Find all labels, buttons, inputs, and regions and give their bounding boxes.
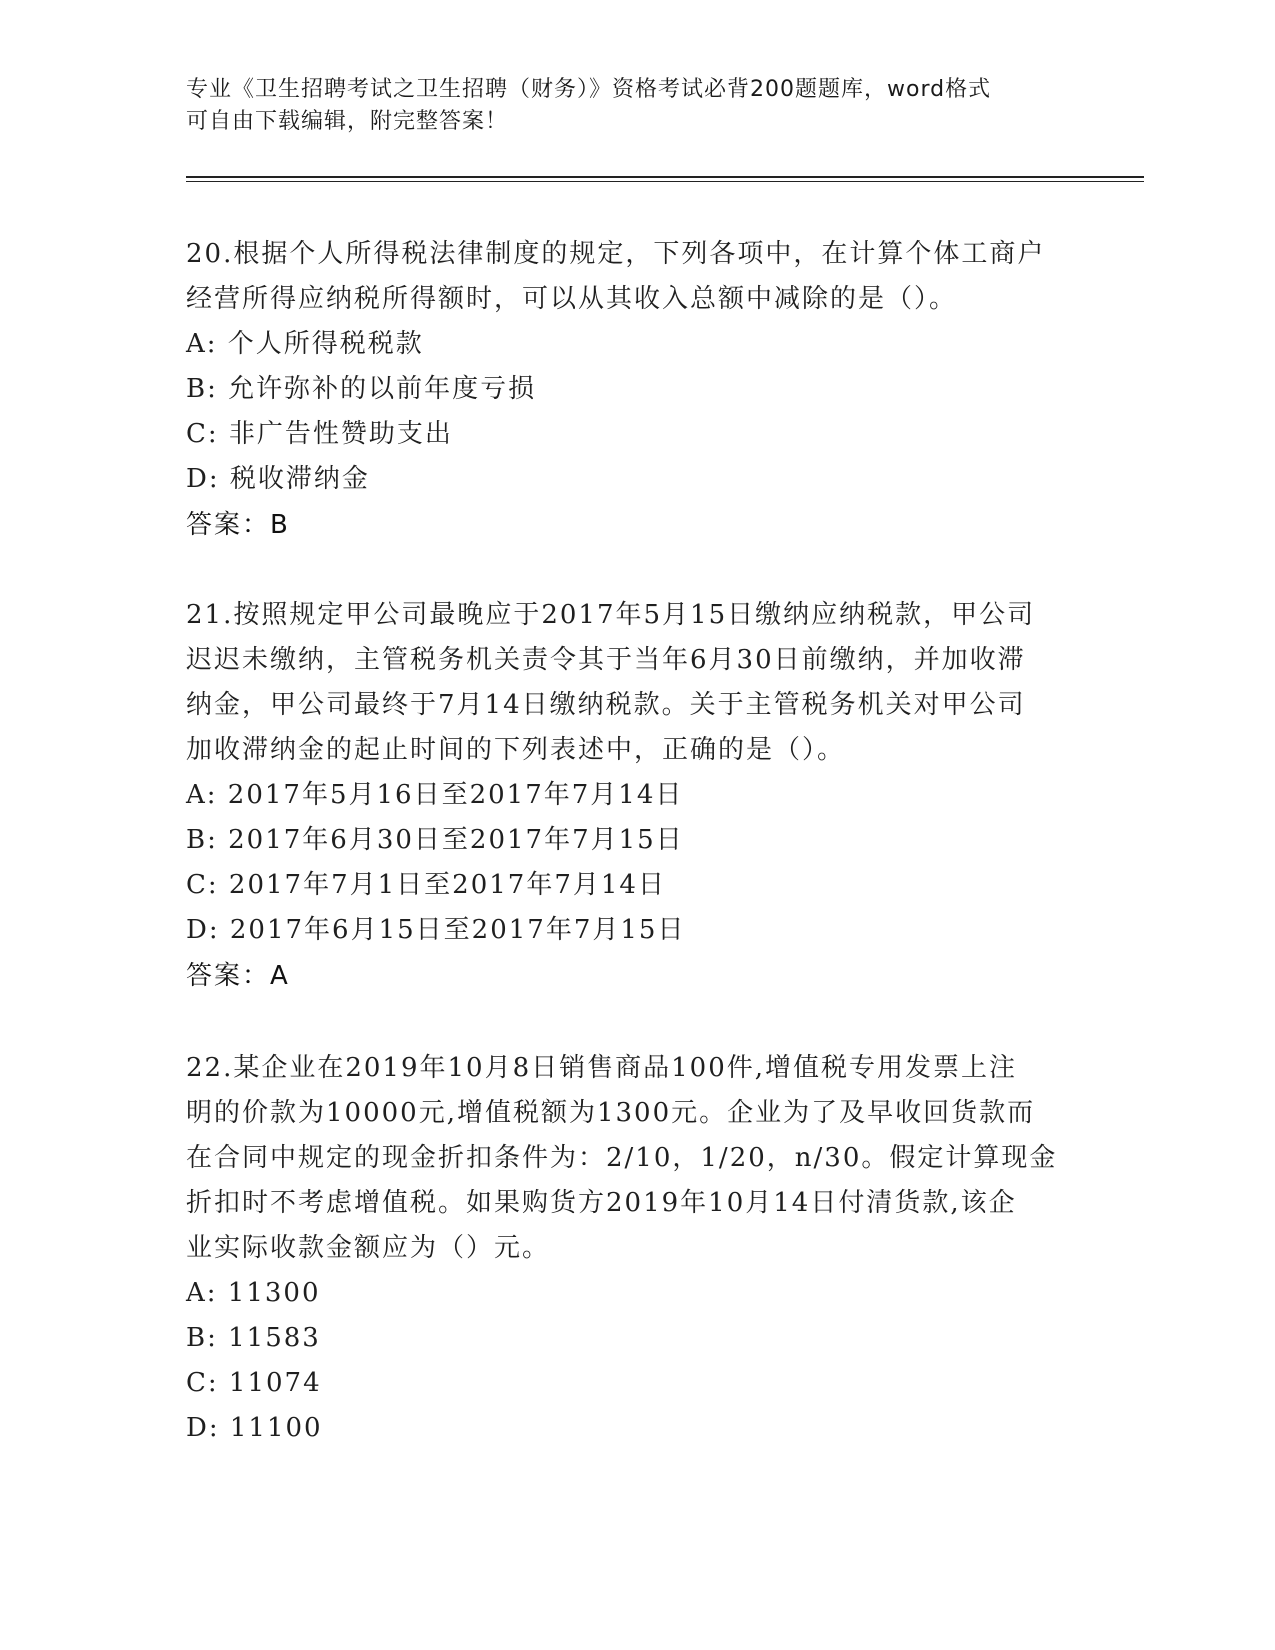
option-c: C: 非广告性赞助支出 <box>186 419 453 449</box>
stem-line: 加收滞纳金的起止时间的下列表述中，正确的是（）。 <box>186 735 846 765</box>
stem-line: 纳金，甲公司最终于7月14日缴纳税款。关于主管税务机关对甲公司 <box>186 690 1026 720</box>
stem-line: 经营所得应纳税所得额时，可以从其收入总额中减除的是（）。 <box>186 284 958 314</box>
stem-line: 在合同中规定的现金折扣条件为：2/10，1/20，n/30。假定计算现金 <box>186 1143 1058 1173</box>
stem-line: 22.某企业在2019年10月8日销售商品100件,增值税专用发票上注 <box>186 1053 1018 1083</box>
question-stem <box>186 593 1066 773</box>
option-c: C: 11074 <box>186 1368 322 1398</box>
question-stem <box>186 232 1066 322</box>
option-b: B: 11583 <box>186 1323 321 1353</box>
option-b: B: 2017年6月30日至2017年7月15日 <box>186 825 684 855</box>
answer-label: 答案：A <box>186 961 290 991</box>
stem-line: 明的价款为10000元,增值税额为1300元。企业为了及早收回货款而 <box>186 1098 1036 1128</box>
stem-line: 21.按照规定甲公司最晚应于2017年5月15日缴纳应纳税款，甲公司 <box>186 600 1036 630</box>
option-d: D: 2017年6月15日至2017年7月15日 <box>186 915 686 945</box>
option-b: B: 允许弥补的以前年度亏损 <box>186 374 537 404</box>
header-divider-thick <box>186 176 1144 178</box>
question-stem <box>186 1046 1066 1271</box>
question-20 <box>186 232 1066 548</box>
stem-line: 业实际收款金额应为（）元。 <box>186 1233 551 1263</box>
header-line-1: 专业《卫生招聘考试之卫生招聘（财务）》资格考试必背200题题库，word格式 <box>186 77 992 102</box>
stem-line: 20.根据个人所得税法律制度的规定，下列各项中，在计算个体工商户 <box>186 239 1046 269</box>
question-22 <box>186 1046 1066 1451</box>
stem-line: 迟迟未缴纳，主管税务机关责令其于当年6月30日前缴纳，并加收滞 <box>186 645 1026 675</box>
option-d: D: 税收滞纳金 <box>186 464 370 494</box>
option-d: D: 11100 <box>186 1413 323 1443</box>
option-a: A: 个人所得税税款 <box>186 329 424 359</box>
question-21 <box>186 593 1066 999</box>
answer-label: 答案：B <box>186 510 290 540</box>
option-a: A: 11300 <box>186 1278 321 1308</box>
header-line-2: 可自由下载编辑，附完整答案！ <box>186 109 509 134</box>
option-c: C: 2017年7月1日至2017年7月14日 <box>186 870 666 900</box>
document-header <box>186 74 1066 138</box>
option-a: A: 2017年5月16日至2017年7月14日 <box>186 780 684 810</box>
stem-line: 折扣时不考虑增值税。如果购货方2019年10月14日付清货款,该企 <box>186 1188 1017 1218</box>
header-divider-thin <box>186 181 1144 182</box>
